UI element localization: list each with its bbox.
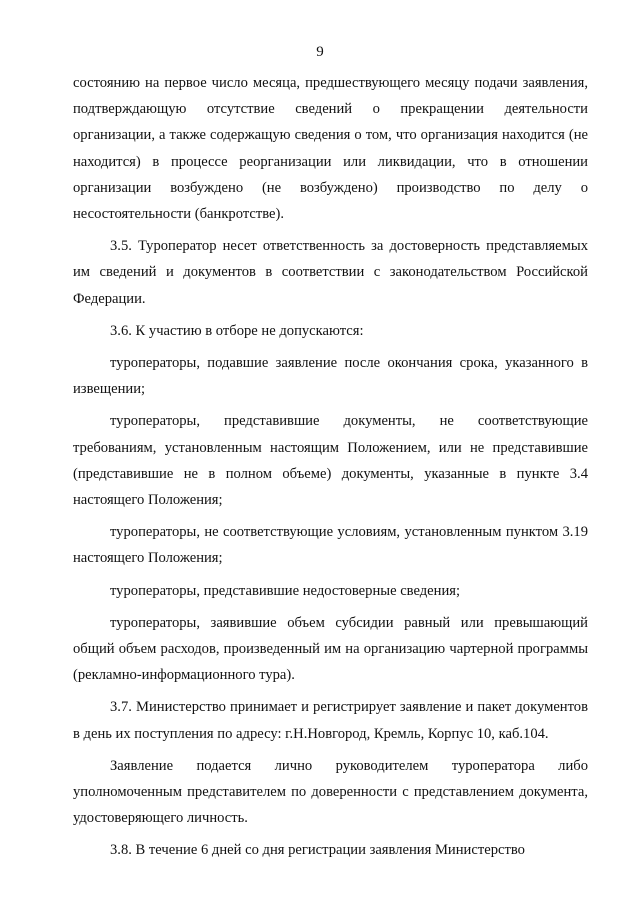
- paragraph-continuation: состоянию на первое число месяца, предшествующего месяцу подачи заявления, подтверждающую отсутствие сведений о прекращении деятельности организации, а также содержащую сведения о том, что организация находится (не находится) в процессе реорганизации или ликвидации, что в отношении организации возбуждено (не возбуждено) производство по делу о несостоятельности (банкротстве).: [73, 75, 588, 223]
- list-item: туроператоры, представившие документы, не соответствующие требованиям, установленным настоящим Положением, или не представившие (представившие не в полном объеме) документы, указанные в пункте 3.4 настоящего Положения;: [73, 413, 588, 509]
- document-body: [73, 70, 588, 870]
- paragraph-3-7: 3.7. Министерство принимает и регистрирует заявление и пакет документов в день их поступления по адресу: г.Н.Новгород, Кремль, Корпус 10, каб.104.: [73, 699, 588, 742]
- list-item: туроператоры, представившие недостоверные сведения;: [110, 582, 461, 599]
- list-item: туроператоры, подавшие заявление после окончания срока, указанного в извещении;: [73, 355, 588, 398]
- list-item: туроператоры, заявившие объем субсидии равный или превышающий общий объем расходов, произведенный им на организацию чартерной программы (рекламно-информационного тура).: [73, 614, 588, 684]
- paragraph-3-8: 3.8. В течение 6 дней со дня регистрации заявления Министерство: [110, 842, 525, 859]
- paragraph-3-5: 3.5. Туроператор несет ответственность за достоверность представляемых им сведений и документов в соответствии с законодательством Российской Федерации.: [73, 238, 588, 307]
- paragraph-application: Заявление подается лично руководителем туроператора либо уполномоченным представителем по доверенности с представлением документа, удостоверяющего личность.: [73, 757, 588, 827]
- list-item: туроператоры, не соответствующие условиям, установленным пунктом 3.19 настоящего Положения;: [73, 524, 588, 567]
- paragraph-3-6: 3.6. К участию в отборе не допускаются:: [110, 322, 364, 339]
- page-number: 9: [316, 44, 324, 60]
